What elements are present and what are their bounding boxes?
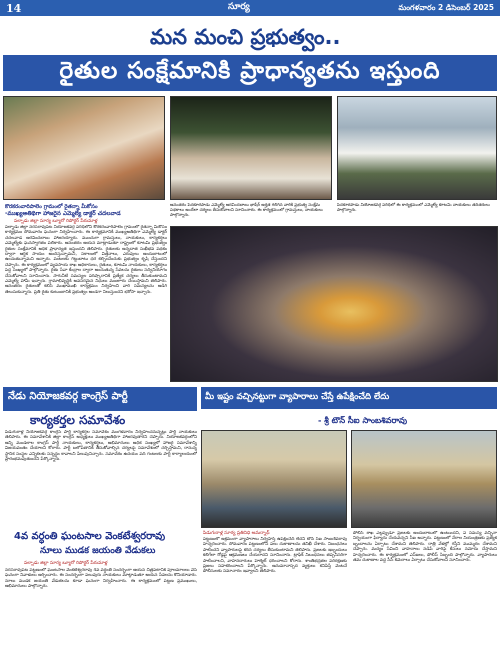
story4-col1-head: పిడుగురాళ్ల సూర్య ప్రతినిధి అమర్నాథ్ bbox=[203, 531, 270, 536]
story4-headline: మీ ఇష్టం వచ్చినట్టుగా వ్యాపారాలు చేస్తే ఉపేక్షించేది లేదు bbox=[205, 392, 390, 402]
story3-subhead: నూలు ముడక జయంతి వేడుకలు bbox=[40, 546, 156, 556]
story3-dateline: పల్నాడు జిల్లా సూర్య బ్యూరో రిపోర్టర్ పేరుమాళ్ల bbox=[24, 561, 108, 566]
mla-village-walk-photo bbox=[337, 96, 497, 200]
photo2-caption: అనంతరం పెదకూరపాడు ఎమ్మెల్యే అరవిందబాబు భాషేర్ అర్హత గలిగిన వారికి ప్రభుత్వ సంక్షేమ పథకాలు అందేలా చర్యలు తీసుకోవాలని సూచించారు. ఈ కార్యక్రమంలో గ్రామస్తులు, నాయకులు పాల్గొన్నారు. bbox=[170, 202, 323, 218]
story1-headline-1: కొరకరంవారిపాలెం గ్రామంలో రైతన్నా మీకోసం bbox=[5, 204, 98, 210]
story2-title: కార్యకర్తల సమావేశం bbox=[30, 413, 126, 427]
banner-line-2: రైతుల సంక్షేమానికి ప్రాధాన్యతను ఇస్తుంది bbox=[59, 58, 441, 84]
story3-body: నరసరావుపేట పట్టణంలో ఘంటసాల వెంకటేశ్వరరావు 4వ వర్ధంతి సందర్భంగా ఆయన చిత్రపటానికి పూలమాలలు వేసి ఘనంగా నివాళులు అర్పించారు. ఈ సందర్భంగా పలువురు నాయకులు మాట్లాడుతూ ఆయన సేవలను కొనియాడారు. నూలు ముడక జయంతి వేడుకలను కూడా ఘనంగా నిర్వహించారు. ఈ కార్యక్రమంలో పట్టణ ప్రముఖులు, అభిమానులు పాల్గొన్నారు. bbox=[5, 568, 197, 590]
page-header bbox=[0, 0, 500, 16]
police-inspection-photo-1 bbox=[201, 430, 347, 528]
story1-dateline: పల్నాడు జిల్లా సూర్య బ్యూరో రిపోర్టర్ పేరుమాళ్ల bbox=[14, 219, 98, 224]
story4-byline: - శ్రీ టౌన్ సీఐ సాంబశివరావు bbox=[318, 415, 408, 425]
story1-headline-2: -ముఖ్యఅతిథిగా హాజరైన ఎమ్మెల్యే డాక్టర్ చదలవాడ bbox=[5, 211, 121, 217]
story4-col2-body: పోలీస్ శాఖ ఎల్లప్పుడూ ప్రజలకు అందుబాటులో ఉంటుందని, ఏ సమస్య వచ్చినా నిర్భయంగా ఫిర్యాదు చేయవచ్చని సీఐ అన్నారు. పట్టణంలో నేరాల నియంత్రణకు ప్రత్యేక బృందాలను ఏర్పాటు చేశామని తెలిపారు. రాత్రి వేళల్లో గస్తీని ముమ్మరం చేశామని చెప్పారు. మద్యం సేవించి వాహనాలు నడిపే వారిపై కేసులు నమోదు చేస్తామని హెచ్చరించారు. ఈ కార్యక్రమంలో ఎస్ఐలు, పోలీస్ సిబ్బంది పాల్గొన్నారు. వ్యాపారులు తమ దుకాణాల వద్ద సీసీ కెమెరాలు ఏర్పాటు చేసుకోవాలని సూచించారు. bbox=[353, 531, 497, 564]
village-gathering-photo bbox=[170, 96, 332, 200]
mla-felicitation-photo bbox=[170, 226, 498, 382]
story4-col1-body: పట్టణంలో అక్రమంగా వ్యాపారాలు నిర్వహిస్తే ఉపేక్షించేది లేదని టౌన్ సీఐ సాంబశివరావు హెచ్చరించారు. సోమవారం పట్టణంలోని పలు దుకాణాలను తనిఖీ చేశారు. నిబంధనలు పాటించని వ్యాపారులపై కఠిన చర్యలు తీసుకుంటామని తెలిపారు. ప్రజలకు ఇబ్బందులు కలిగేలా రోడ్లపై ఆక్రమణలు చేయరాదని సూచించారు. ట్రాఫిక్ నిబంధనలు తప్పనిసరిగా పాటించాలని, వాహనదారులు హెల్మెట్ ధరించాలని కోరారు. శాంతిభద్రతల పరిరక్షణకు ప్రజలు సహకరించాలని పేర్కొన్నారు. అనుమానాస్పద వ్యక్తులు కనిపిస్తే వెంటనే పోలీసులకు సమాచారం ఇవ్వాలని తెలిపారు. bbox=[203, 537, 347, 575]
photo3-caption: పెదకూరపాడు నియోజకవర్గ పరిధిలో ఈ కార్యక్రమంలో ఎమ్మెల్యే కూటమి నాయకులు తదితరులు పాల్గొన్నారు. bbox=[337, 202, 490, 213]
story1-body: పల్నాడు జిల్లా నరసరావుపేట నియోజకవర్గ పరిధిలోని కొరకరంవారిపాలెం గ్రామంలో రైతన్నా మీకోసం కార్యక్రమం సోమవారం ఘనంగా నిర్వహించారు. ఈ కార్యక్రమానికి ముఖ్యఅతిథిగా ఎమ్మెల్యే డాక్టర్ చదలవాడ అరవిందబాబు హాజరయ్యారు. ముందుగా గ్రామస్తులు, నాయకులు, కార్యకర్తలు ఎమ్మెల్యేకు ఘనస్వాగతం పలికారు. అనంతరం ఆయన మాట్లాడుతూ రాష్ట్రంలో కూటమి ప్రభుత్వం రైతుల సంక్షేమానికి అధిక ప్రాధాన్యత ఇస్తుందని తెలిపారు. రైతులకు అన్నదాత సుఖీభవ పథకం ద్వారా ఆర్థిక సాయం అందిస్తున్నామని, సకాలంలో విత్తనాలు, ఎరువులు అందుబాటులో ఉంచుతున్నామని అన్నారు. పంటలకు గిట్టుబాటు ధర కల్పించేందుకు ప్రభుత్వం కృషి చేస్తుందని చెప్పారు. ఈ కార్యక్రమంలో వ్యవసాయ శాఖ అధికారులు, రైతులు, కూటమి నాయకులు, కార్యకర్తలు పెద్ద సంఖ్యలో పాల్గొన్నారు. రైతు సేవా కేంద్రాల ద్వారా అందుతున్న సేవలను రైతులు సద్వినియోగం చేసుకోవాలని సూచించారు. సాగునీటి సమస్యల పరిష్కారానికి ప్రత్యేక చర్యలు తీసుకుంటామని ఎమ్మెల్యే హామీ ఇచ్చారు. గ్రామాభివృద్ధికి అవసరమైన నిధులు మంజూరు చేయిస్తామని తెలిపారు. అనంతరం రైతులతో కలిసి ముఖాముఖి కార్యక్రమం నిర్వహించి వారి సమస్యలను అడిగి తెలుసుకున్నారు. ప్రతి రైతు కుటుంబానికి ప్రభుత్వం అండగా నిలుస్తుందని భరోసా ఇచ్చారు. bbox=[5, 225, 167, 295]
issue-date: మంగళవారం 2 డిసెంబర్ 2025 bbox=[398, 3, 494, 12]
story2-body: పిడుగురాళ్ల నియోజకవర్గ కాంగ్రెస్ పార్టీ కార్యకర్తల సమావేశం మంగళవారం నిర్వహించనున్నట్లు పార్టీ నాయకులు తెలిపారు. ఈ సమావేశానికి జిల్లా కాంగ్రెస్ అధ్యక్షులు ముఖ్యఅతిథిగా హాజరవుతారని చెప్పారు. నియోజకవర్గంలోని అన్ని మండలాల కాంగ్రెస్ పార్టీ నాయకులు, కార్యకర్తలు, అభిమానులు అధిక సంఖ్యలో హాజరై సమావేశాన్ని విజయవంతం చేయాలని కోరారు. పార్టీ బలోపేతానికి తీసుకోవాల్సిన చర్యలపై సమావేశంలో చర్చిస్తామని, రానున్న స్థానిక సంస్థల ఎన్నికలకు సన్నద్ధం కావాలని పిలుపునిచ్చారు. సమావేశం ఉదయం పది గంటలకు పార్టీ కార్యాలయంలో ప్రారంభమవుతుందని పేర్కొన్నారు. bbox=[5, 430, 197, 463]
newspaper-name: సూర్య bbox=[228, 2, 250, 12]
page-number: 14 bbox=[6, 2, 22, 15]
farmers-meeting-photo bbox=[3, 96, 165, 200]
banner-bar bbox=[3, 55, 497, 91]
story2-label: నేడు నియోజకవర్గ కాంగ్రెస్ పార్టీ bbox=[8, 391, 128, 402]
story3-headline: 4వ వర్ధంతి ఘంటసాల వెంకటేశ్వరరావు bbox=[14, 531, 166, 542]
police-inspection-photo-2 bbox=[351, 430, 497, 528]
banner-line-1: మన మంచి ప్రభుత్వం.. bbox=[150, 25, 341, 49]
